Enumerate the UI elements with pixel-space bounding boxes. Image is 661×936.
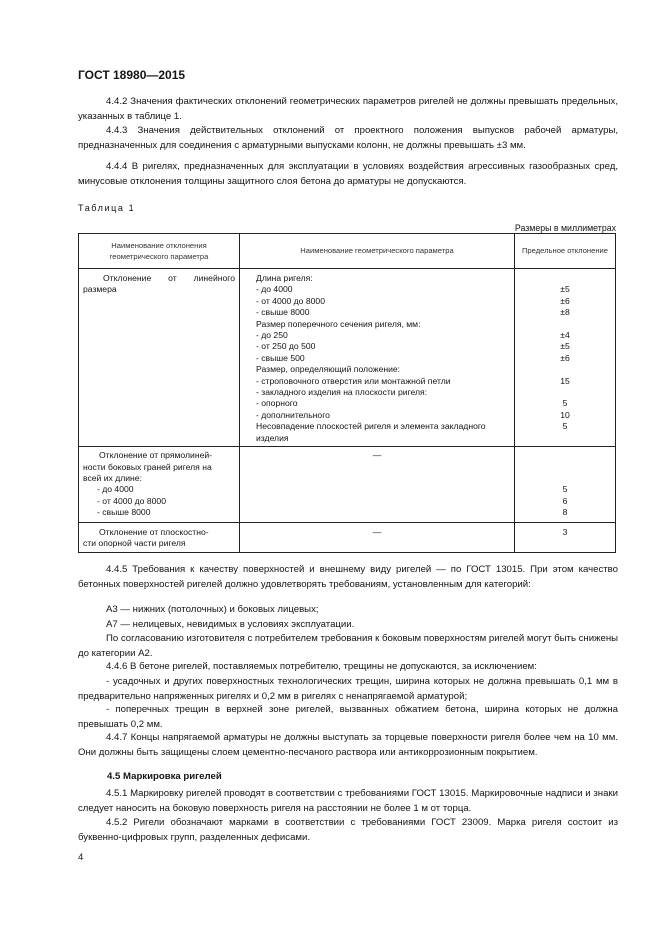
deviation-line: - до 4000 [97,484,134,495]
param-line: Несовпадение плоскостей ригеля и элемента закладного изделия [256,421,486,443]
deviation-text: Отклонение от линейного размера [83,273,235,295]
category-a7: А7 — нелицевых, невидимых в условиях эксплуатации. [106,619,355,630]
limit-value [519,364,611,375]
section-title-4-5: 4.5 Маркировка ригелей [107,771,222,782]
limit-value: ±4 [560,330,570,341]
limit-value: 5 [562,484,568,495]
paragraph-4-4-7: 4.4.7 Концы напрягаемой арматуры не должны выступать за торцевые поверхности ригеля более чем на 10 мм. Они должны быть защищены слоем цементно-песчаного раствора или антикоррозионным покрытием. [78,732,618,758]
limit-value: 15 [560,375,570,386]
parameter-cell [240,269,515,447]
limit-value [519,319,611,330]
deviation-line: Отклонение от прямолиней- [99,450,213,461]
limit-value: ±6 [560,352,570,363]
param-line: Размер, определяющий положение: [256,364,401,375]
param-line: Длина ригеля: [256,273,313,283]
param-line: - свыше 500 [256,352,305,363]
paragraph-4-4-4: 4.4.4 В ригелях, предназначенных для эксплуатации в условиях воздействия агрессивных газообразных сред, минусовые отклонения толщины защитного слоя бетона до арматуры не допускаются. [78,161,618,187]
category-a3: А3 — нижних (потолочных) и боковых лицевых; [106,604,319,615]
paragraph-4-5-1: 4.5.1 Маркировку ригелей проводят в соответствии с требованиями ГОСТ 13015. Маркировочные надписи и знаки следует наносить на боковую поверхность ригеля на расстоянии не более 1 м от торца. [78,788,618,814]
parameter-cell [240,522,515,553]
deviation-line: сти опорной части ригеля [83,537,186,548]
table-row [79,269,616,447]
limit-value: 5 [562,398,568,409]
param-line: - свыше 8000 [256,307,310,318]
limit-value [519,387,611,398]
table-row [79,447,616,522]
param-line: - до 4000 [256,284,293,295]
parameter-cell [240,447,515,522]
limit-value [519,273,611,284]
deviation-line: - свыше 8000 [97,507,151,518]
param-line: - строповочного отверстия или монтажной петли [256,375,451,386]
limit-value: 3 [562,526,568,537]
limit-cell [515,447,616,522]
paragraph-4-4-2: 4.4.2 Значения фактических отклонений геометрических параметров ригелей не должны превышать предельных, указанных в таблице 1. [78,96,618,122]
table-row [79,522,616,553]
table-caption: Таблица 1 [78,203,136,213]
deviation-line: всей их длине: [83,472,142,483]
limit-value [519,450,611,461]
paragraph-4-4-3: 4.4.3 Значения действительных отклонений от проектного положения выпусков рабочей арматуры, предназначенных для соединения с арматурными выпусками колонн, не должны превышать ±3 мм. [78,125,618,151]
limit-value [519,462,611,473]
param-line: Размер поперечного сечения ригеля, мм: [256,318,421,329]
crack-item-1: - усадочных и других поверхностных технологических трещин, ширина которых не должна превышать 0,1 мм в предварительно напряженных ригелях и 0,2 мм в ригелях с ненапрягаемой арматурой; [78,676,618,702]
dash: — [372,450,382,461]
param-line: - дополнительного [256,409,330,420]
tolerance-table [78,233,616,553]
param-line: - закладного изделия на плоскости ригеля: [256,387,428,398]
param-line: - опорного [256,398,298,409]
header-parameter: Наименование геометрического параметра [240,234,515,269]
limit-value: ±5 [560,341,570,352]
deviation-cell [79,447,240,522]
paragraph-agreement: По согласованию изготовителя с потребителем требования к боковым поверхностям ригелей могут быть снижены до категории А2. [78,633,619,659]
param-line: - от 250 до 500 [256,341,316,352]
limit-value: 5 [562,421,568,432]
param-line: - от 4000 до 8000 [256,295,325,306]
limit-cell [515,522,616,553]
paragraph-4-4-5: 4.4.5 Требования к качеству поверхностей и внешнему виду ригелей — по ГОСТ 13015. При этом качество бетонных поверхностей ригелей должно удовлетворять требованиям, установленным для категорий: [78,564,618,590]
header-limit: Предельное отклонение [515,234,616,269]
deviation-cell [79,269,240,447]
limit-cell [515,269,616,447]
crack-item-2: - поперечных трещин в верхней зоне ригелей, вызванных обжатием бетона, ширина которых не должна превышать 0,2 мм. [78,704,618,730]
deviation-line: Отклонение от плоскостно- [99,526,209,537]
page-number: 4 [78,852,84,863]
limit-value: 6 [562,495,568,506]
deviation-cell [79,522,240,553]
paragraph-4-5-2: 4.5.2 Ригели обозначают марками в соответствии с требованиями ГОСТ 23009. Марка ригеля состоит из буквенно-цифровых групп, разделенных дефисами. [78,817,618,843]
header-deviation: Наименование отклонения геометрического параметра [79,234,240,269]
dash: — [372,526,382,537]
limit-value: ±5 [560,284,570,295]
document-code: ГОСТ 18980—2015 [78,68,186,82]
deviation-line: - от 4000 до 8000 [97,495,166,506]
table-units-note: Размеры в миллиметрах [514,223,616,233]
table-header-row [79,234,616,269]
deviation-line: ности боковых граней ригеля на [83,461,212,472]
limit-value: 8 [562,507,568,518]
limit-value [519,473,611,484]
limit-value: ±6 [560,295,570,306]
param-line: - до 250 [256,330,288,341]
limit-value: ±8 [560,307,570,318]
limit-value: 10 [560,409,570,420]
paragraph-4-4-6: 4.4.6 В бетоне ригелей, поставляемых потребителю, трещины не допускаются, за исключением: [106,661,537,672]
